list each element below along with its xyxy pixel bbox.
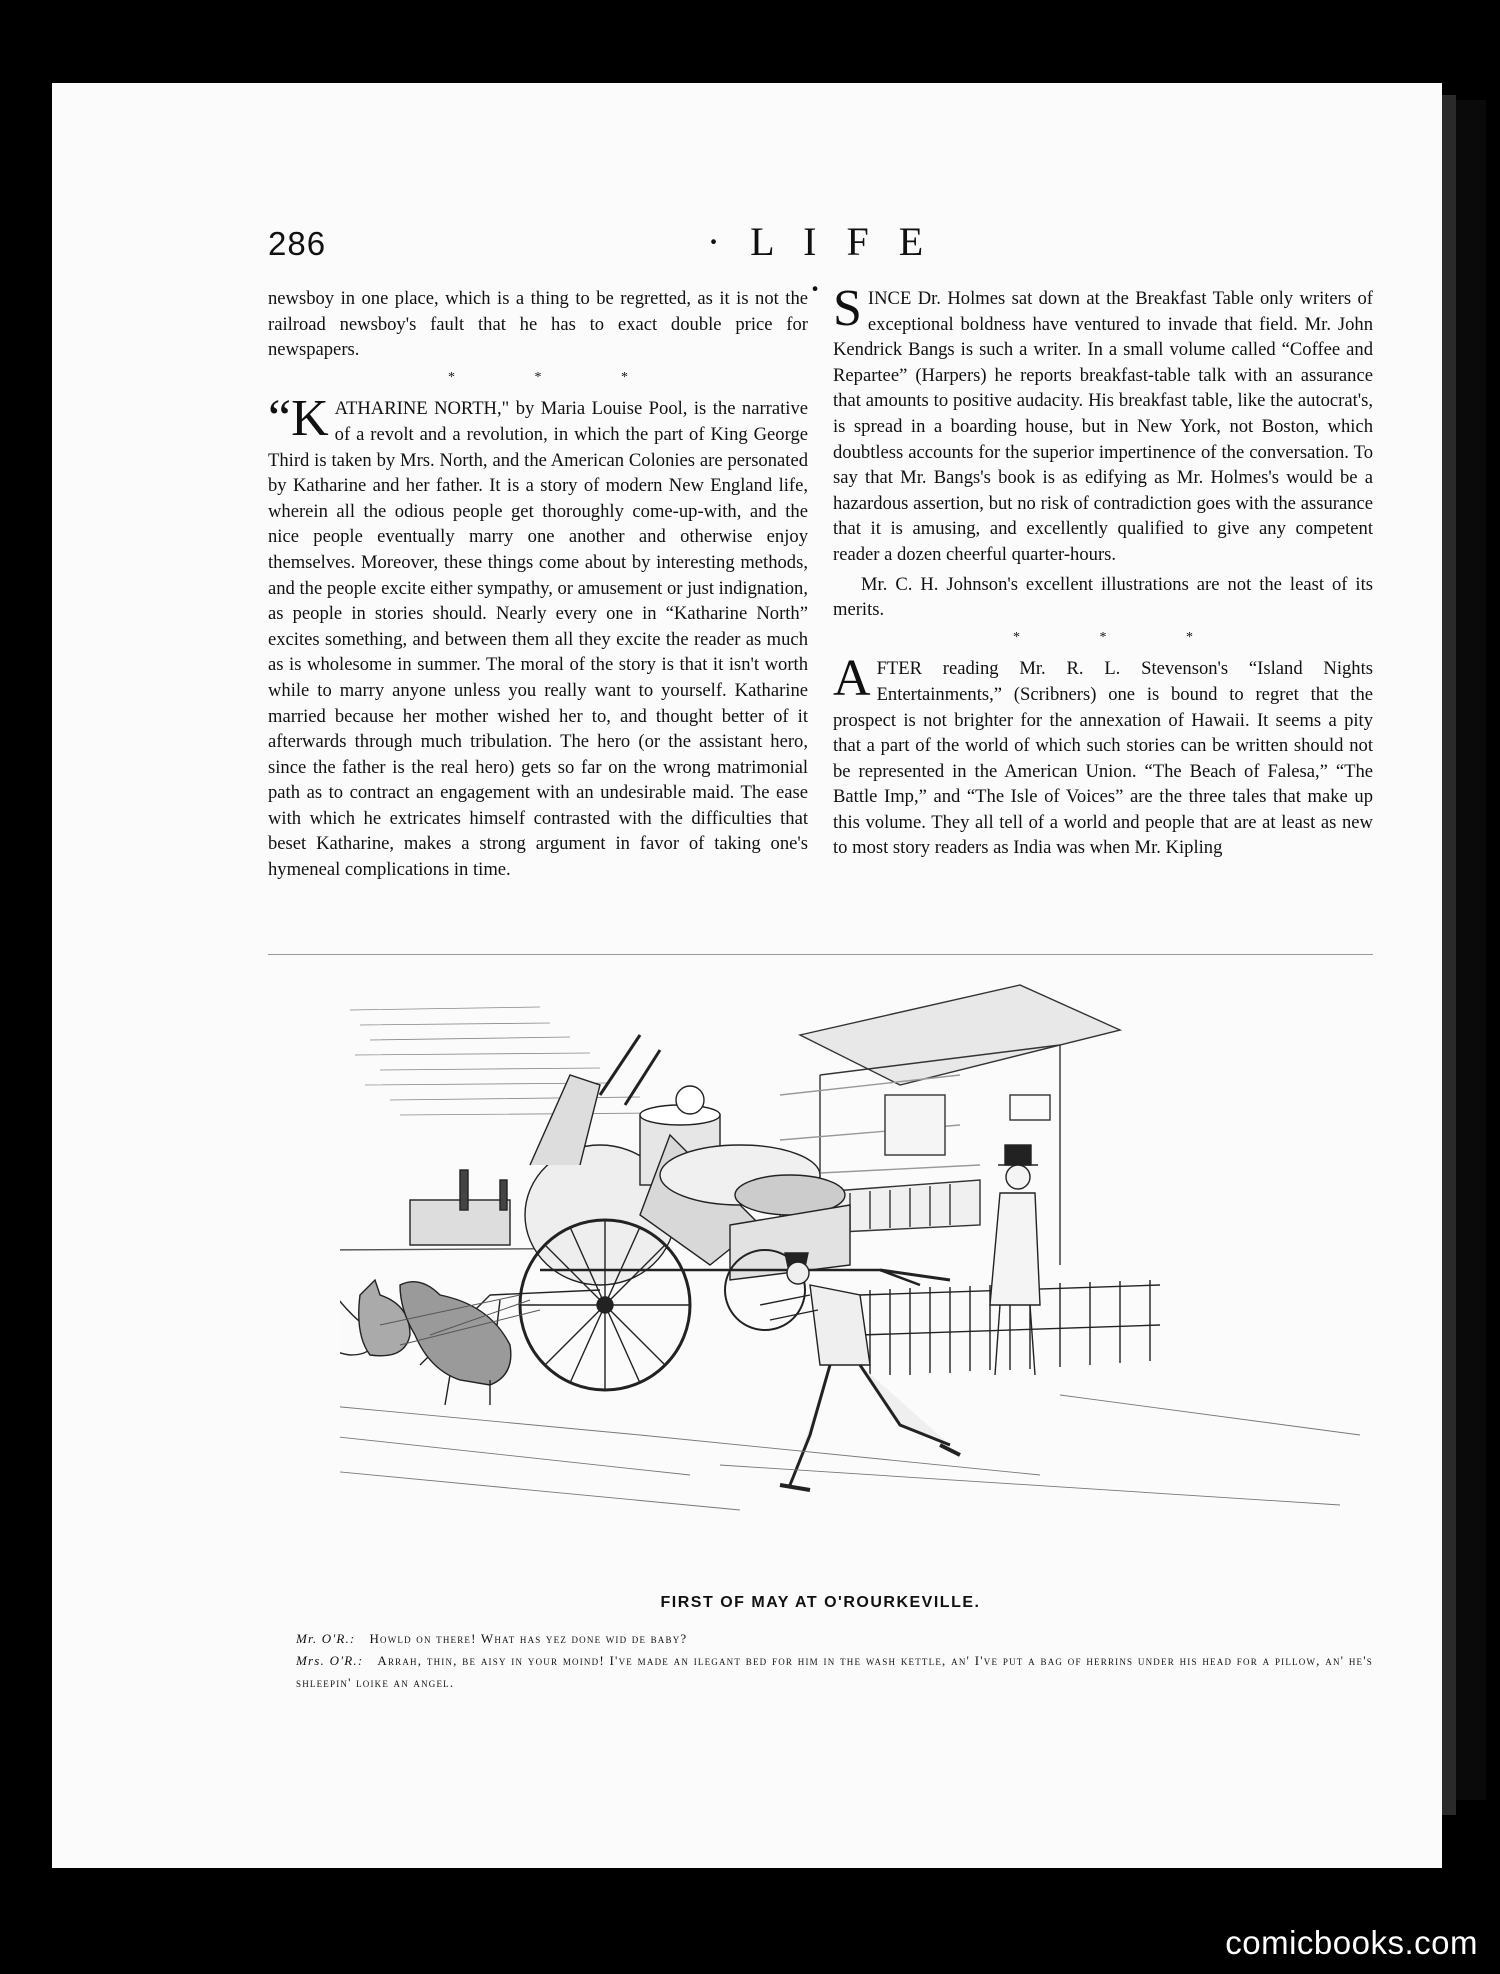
review-island-nights: FTER reading Mr. R. L. Stevenson's “Island Nights Entertainments,” (Scribners) one is bound to regret that the prospect is not brighter for the annexation of Hawaii. It seems a pity that a part of the world of which such stories can be written should not be represented in the American Union. “The Beach of Falesa,” “The Battle Imp,” and “The Isle of Voices” are the three tales that make up this volume. They all tell of a world and people that are at least as new to most story readers as India was when Mr. Kipling bbox=[833, 658, 1373, 859]
right-column bbox=[833, 280, 1373, 861]
speaker-label: Mr. O'R.: bbox=[296, 1631, 356, 1646]
source-watermark: comicbooks.com bbox=[1225, 1924, 1478, 1961]
drop-cap: “K bbox=[268, 390, 329, 448]
section-divider: * * * bbox=[448, 369, 666, 385]
dialogue-text: Howld on there! What has yez done wid de baby? bbox=[369, 1631, 688, 1646]
illustration-caption-title: FIRST OF MAY AT O'ROURKEVILLE. bbox=[660, 1594, 981, 1611]
sky-hatching bbox=[350, 1007, 660, 1115]
bystander-man bbox=[990, 1145, 1040, 1375]
left-para-1: newsboy in one place, which is a thing to be regretted, as it is not the railroad newsboy's fault that he has to exact double price for newspapers. bbox=[268, 288, 808, 361]
scan-margin bbox=[1456, 100, 1486, 1800]
page-number: 286 bbox=[268, 225, 327, 262]
dialogue-line-2 bbox=[268, 1650, 1373, 1694]
cartoon-illustration bbox=[340, 965, 1380, 1585]
adjacent-page-edge bbox=[1442, 95, 1456, 1815]
drop-cap: S bbox=[833, 280, 862, 337]
right-para-2: Mr. C. H. Johnson's excellent illustrations are not the least of its merits. bbox=[833, 573, 1373, 621]
masthead-title: · L I F E · bbox=[706, 219, 934, 311]
ground-lines bbox=[340, 1395, 1360, 1510]
review-coffee-and-repartee: INCE Dr. Holmes sat down at the Breakfast Table only writers of exceptional boldness have ventured to invade that field. Mr. John Kendrick Bangs is such a writer. In a small volume called “Coffee and Repartee” (Harpers) he reports breakfast-table talk with an assurance that amounts to positive audacity. His breakfast table, like the autocrat's, is spread in a boarding house, but in New York, not Boston, which doubtless accounts for the superior impertinence of the conversation. To say that Mr. Bangs's book is as edifying as Mr. Holmes's would be a hazardous assertion, but no risk of contradiction goes with the assurance that it is amusing, and excellently qualified to give any competent reader a dozen cheerful quarter-hours. bbox=[833, 288, 1373, 565]
dialogue-text: Arrah, thin, be aisy in your moind! I've made an ilegant bed for him in the wash kettle, an' I've put a bag of herrins under his head for a pillow, an' he's shleepin' loike an angel. bbox=[296, 1653, 1373, 1690]
left-para-2 bbox=[268, 390, 808, 882]
drop-cap: A bbox=[833, 650, 871, 708]
dialogue-line-1 bbox=[268, 1628, 1373, 1650]
speaker-label: Mrs. O'R.: bbox=[296, 1653, 364, 1668]
right-para-3 bbox=[833, 650, 1373, 861]
left-column bbox=[268, 286, 808, 883]
illustration-dialogue bbox=[268, 1628, 1373, 1694]
review-katharine-north: ATHARINE NORTH," by Maria Louise Pool, is the narrative of a revolt and a revolution, in which the part of King George Third is taken by Mrs. North, and the American Colonies are personated by Katharine and her father. It is a story of modern New England life, wherein all the odious people get thoroughly come-up-with, and the nice people eventually marry one another and otherwise enjoy themselves. Moreover, these things come about by interesting methods, and the people excite either sympathy, or amusement or just indignation, as people in stories should. Nearly every one in “Katharine North” excites something, and between them all they excite the reader as much as is wholesome in summer. The moral of the story is that it isn't worth while to marry anyone unless you really want to yourself. Katharine married because her mother wished her to, and thought better of it afterwards through much tribulation. The hero (or the assistant hero, since the father is the real hero) gets so far on the wrong matrimonial path as to contract an engagement with an undesirable maid. The ease with which he extricates himself contrasted with the difficulties that beset Katharine, makes a strong argument in favor of taking one's hymeneal complications in time. bbox=[268, 398, 808, 881]
section-divider: * * * bbox=[1013, 629, 1231, 645]
divider-rule bbox=[268, 954, 1373, 955]
right-para-1 bbox=[833, 280, 1373, 568]
